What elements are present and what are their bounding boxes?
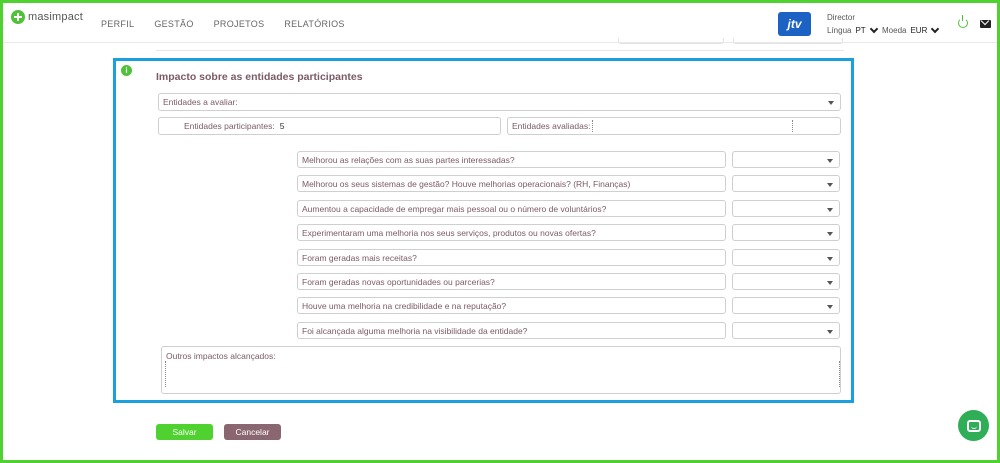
app-logo[interactable] [11, 10, 83, 24]
chat-launcher-button[interactable] [958, 410, 989, 441]
nav-item-perfil[interactable]: PERFIL [101, 19, 135, 29]
input-divider [592, 120, 593, 132]
question-answer-select[interactable] [732, 273, 840, 290]
caret-down-icon [827, 257, 833, 261]
logo-text: masimpact [28, 11, 83, 23]
question-row [116, 224, 857, 241]
caret-down-icon [827, 232, 833, 236]
question-answer-select[interactable] [732, 224, 840, 241]
section-divider [156, 50, 844, 51]
other-impacts-label: Outros impactos alcançados: [166, 351, 276, 361]
previous-section-field [733, 38, 843, 44]
question-row [116, 175, 857, 192]
entities-to-evaluate-select[interactable] [158, 93, 841, 111]
input-divider [792, 120, 793, 132]
nav-item-projetos[interactable]: PROJETOS [213, 19, 265, 29]
question-text: Experimentaram uma melhoria nos seus serviços, produtos ou novas ofertas? [297, 224, 726, 241]
question-row [116, 322, 857, 339]
currency-value: EUR [910, 26, 928, 35]
question-answer-select[interactable] [732, 322, 840, 339]
chevron-down-icon [869, 25, 877, 33]
textarea-cursor-line [165, 361, 166, 387]
chevron-down-icon [931, 25, 939, 33]
caret-down-icon [827, 281, 833, 285]
participants-field[interactable] [158, 117, 501, 135]
question-text: Foram geradas novas oportunidades ou parcerias? [297, 273, 726, 290]
participants-label: Entidades participantes: [184, 121, 275, 131]
impact-panel [113, 58, 854, 403]
question-text: Foram geradas mais receitas? [297, 249, 726, 266]
question-answer-select[interactable] [732, 297, 840, 314]
previous-section-field [618, 38, 724, 44]
caret-down-icon [827, 305, 833, 309]
top-navigation-bar [3, 3, 997, 43]
question-text: Houve uma melhoria na credibilidade e na reputação? [297, 297, 726, 314]
user-role: Director [827, 13, 856, 22]
question-answer-select[interactable] [732, 200, 840, 217]
organization-logo: jtv [778, 12, 811, 36]
caret-down-icon [827, 330, 833, 334]
textarea-resize-line [839, 361, 840, 387]
evaluated-entities-field[interactable] [507, 117, 841, 135]
question-row [116, 273, 857, 290]
currency-selector[interactable] [882, 26, 938, 35]
question-row [116, 249, 857, 266]
panel-title: Impacto sobre as entidades participantes [156, 71, 363, 83]
nav-item-relatorios[interactable]: RELATÓRIOS [284, 19, 345, 29]
question-text: Melhorou as relações com as suas partes interessadas? [297, 151, 726, 168]
cancel-button[interactable]: Cancelar [224, 424, 281, 440]
nav-item-gestao[interactable]: GESTÃO [154, 19, 194, 29]
evaluated-label: Entidades avaliadas: [512, 121, 591, 131]
main-nav [101, 19, 365, 29]
power-logout-icon[interactable] [958, 18, 968, 28]
language-value: PT [855, 26, 866, 35]
language-label: Língua [827, 26, 852, 35]
caret-down-icon [827, 183, 833, 187]
entities-to-evaluate-label: Entidades a avaliar: [163, 97, 238, 107]
caret-down-icon [828, 101, 834, 105]
save-button[interactable]: Salvar [156, 424, 213, 440]
caret-down-icon [827, 208, 833, 212]
language-selector[interactable] [827, 26, 877, 35]
info-icon[interactable]: i [121, 65, 132, 76]
question-row [116, 297, 857, 314]
question-text: Aumentou a capacidade de empregar mais pessoal ou o número de voluntários? [297, 200, 726, 217]
logo-plus-icon [11, 10, 25, 24]
question-answer-select[interactable] [732, 249, 840, 266]
question-text: Foi alcançada alguma melhoria na visibilidade da entidade? [297, 322, 726, 339]
caret-down-icon [827, 159, 833, 163]
participants-value: 5 [279, 121, 285, 131]
question-row [116, 200, 857, 217]
mail-icon[interactable] [980, 20, 991, 28]
other-impacts-textarea[interactable] [161, 346, 841, 394]
chat-icon [967, 420, 981, 432]
question-answer-select[interactable] [732, 151, 840, 168]
question-answer-select[interactable] [732, 175, 840, 192]
question-row [116, 151, 857, 168]
question-text: Melhorou os seus sistemas de gestão? Houve melhorias operacionais? (RH, Finanças) [297, 175, 726, 192]
currency-label: Moeda [882, 26, 907, 35]
